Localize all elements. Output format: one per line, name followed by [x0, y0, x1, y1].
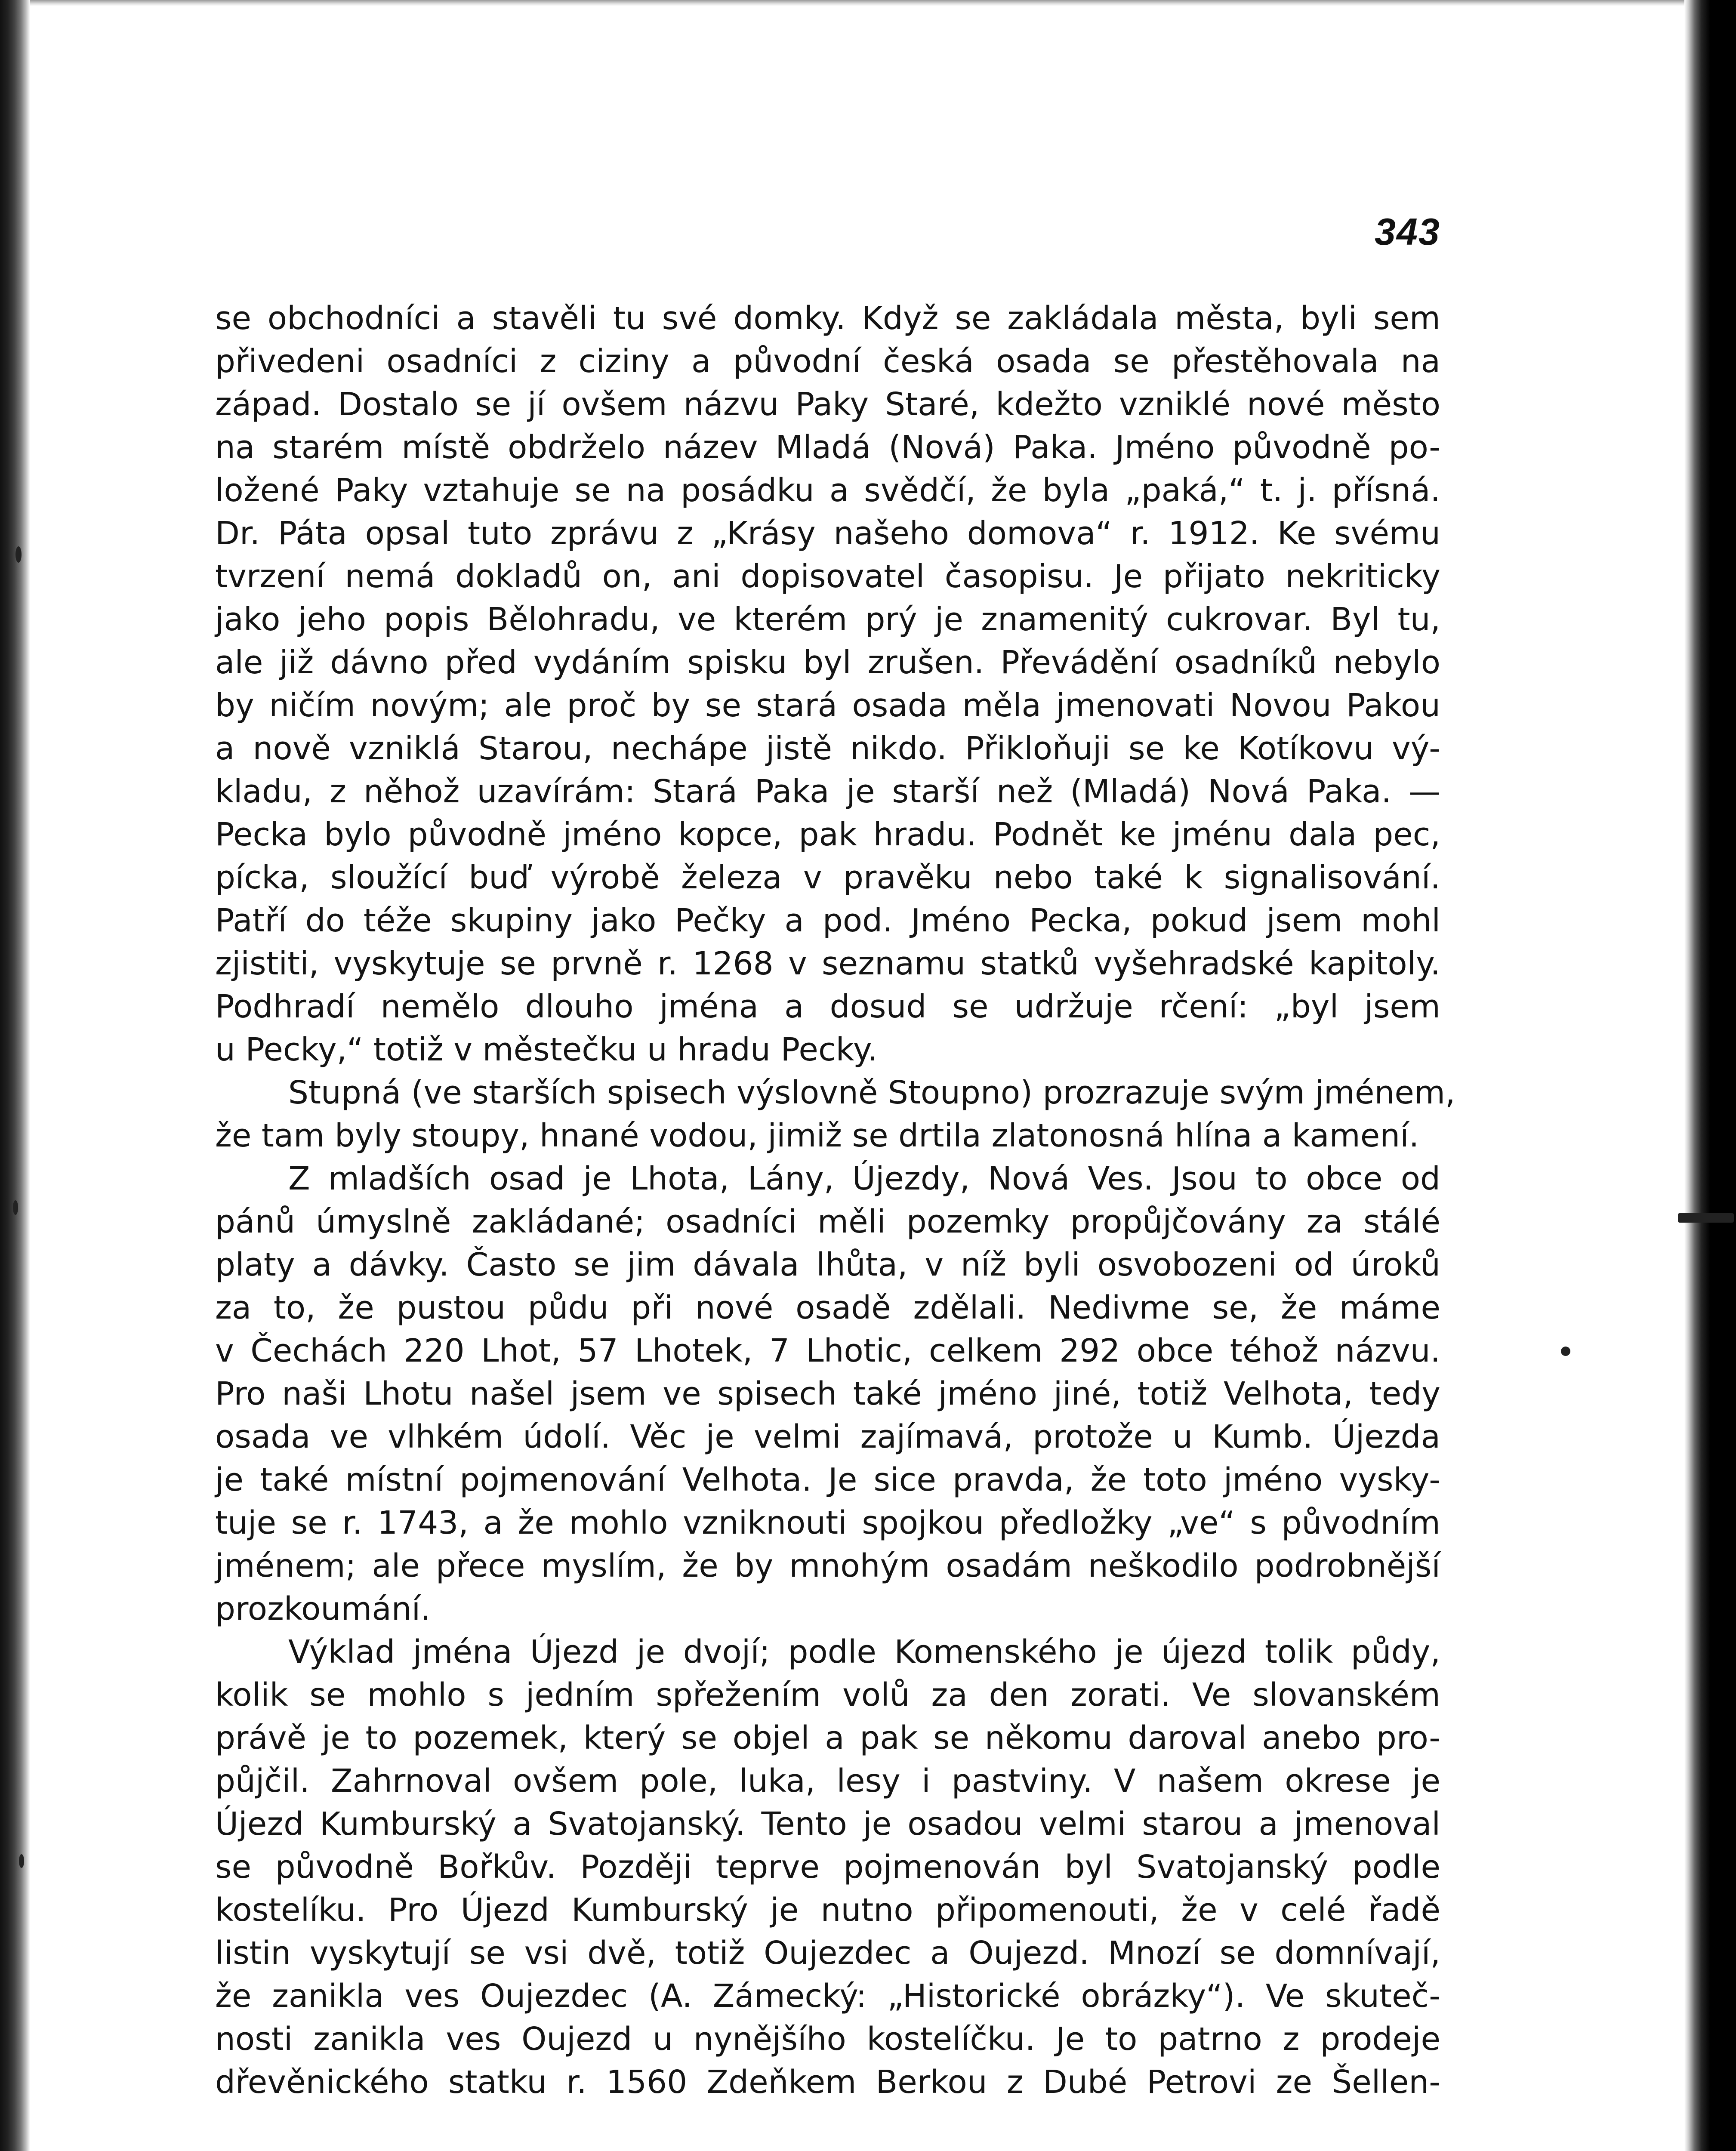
text-line: Pecka bylo původně jméno kopce, pak hradu. Podnět ke jménu dala pec,	[215, 816, 1440, 853]
text-line: platy a dávky. Často se jim dávala lhůta, v níž byli osvobozeni od úroků	[215, 1246, 1440, 1283]
page-number: 343	[1375, 210, 1440, 253]
text-line: Pro naši Lhotu našel jsem ve spisech také jméno jiné, totiž Velhota, tedy	[215, 1375, 1440, 1412]
text-line: tuje se r. 1743, a že mohlo vzniknouti spojkou předložky „ve“ s původním	[215, 1504, 1440, 1541]
text-line: listin vyskytují se vsi dvě, totiž Oujezdec a Oujezd. Mnozí se domnívají,	[215, 1935, 1440, 1972]
text-line: právě je to pozemek, který se objel a pak se někomu daroval anebo pro-	[215, 1720, 1440, 1757]
scan-edge-top	[0, 0, 1736, 6]
text-line: by ničím novým; ale proč by se stará osada měla jmenovati Novou Pakou	[215, 687, 1440, 724]
text-line: kostelíku. Pro Újezd Kumburský je nutno připomenouti, že v celé řadě	[215, 1892, 1440, 1929]
text-line: přivedeni osadníci z ciziny a původní česká osada se přestěhovala na	[215, 343, 1440, 380]
scan-edge-right	[1684, 0, 1736, 2151]
scan-speck	[13, 1200, 18, 1215]
scan-speck	[1561, 1347, 1570, 1356]
text-line: jako jeho popis Bělohradu, ve kterém prý je znamenitý cukrovar. Byl tu,	[215, 601, 1440, 638]
scan-speck	[19, 1854, 24, 1868]
text-line: západ. Dostalo se jí ovšem názvu Paky Staré, kdežto vzniklé nové město	[215, 386, 1440, 423]
text-line: půjčil. Zahrnoval ovšem pole, luka, lesy i pastviny. V našem okrese je	[215, 1763, 1440, 1800]
text-line: u Pecky,“ totiž v městečku u hradu Pecky.	[215, 1031, 878, 1068]
paragraph-start-line: Výklad jména Újezd je dvojí; podle Komenského je újezd tolik půdy,	[288, 1633, 1440, 1670]
text-line: ale již dávno před vydáním spisku byl zrušen. Převádění osadníků nebylo	[215, 644, 1440, 681]
text-line: za to, že pustou půdu při nové osadě zdělali. Nedivme se, že máme	[215, 1289, 1440, 1326]
text-line: na starém místě obdrželo název Mladá (Nová) Paka. Jméno původně po-	[215, 429, 1440, 466]
text-line: Újezd Kumburský a Svatojanský. Tento je osadou velmi starou a jmenoval	[215, 1806, 1440, 1843]
text-line: je také místní pojmenování Velhota. Je sice pravda, že toto jméno vysky-	[215, 1461, 1440, 1498]
text-line: pícka, sloužící buď výrobě železa v pravěku nebo také k signalisování.	[215, 859, 1440, 896]
text-line: prozkoumání.	[215, 1590, 431, 1627]
text-line: že tam byly stoupy, hnané vodou, jimiž se drtila zlatonosná hlína a kamení.	[215, 1117, 1419, 1154]
text-line: a nově vzniklá Starou, nechápe jistě nikdo. Přikloňuji se ke Kotíkovu vý-	[215, 730, 1440, 767]
text-line: osada ve vlhkém údolí. Věc je velmi zajímavá, protože u Kumb. Újezda	[215, 1418, 1440, 1455]
text-line: tvrzení nemá dokladů on, ani dopisovatel časopisu. Je přijato nekriticky	[215, 558, 1440, 595]
text-line: nosti zanikla ves Oujezd u nynějšího kostelíčku. Je to patrno z prodeje	[215, 2021, 1440, 2058]
scan-speck	[15, 546, 22, 563]
text-line: Dr. Páta opsal tuto zprávu z „Krásy našeho domova“ r. 1912. Ke svému	[215, 515, 1440, 552]
text-line: že zanikla ves Oujezdec (A. Zámecký: „Historické obrázky“). Ve skuteč-	[215, 1978, 1440, 2015]
text-line: se původně Bořkův. Později teprve pojmenován byl Svatojanský podle	[215, 1849, 1440, 1886]
text-line: Podhradí nemělo dlouho jména a dosud se udržuje rčení: „byl jsem	[215, 988, 1440, 1025]
scan-speck	[1678, 1213, 1734, 1223]
scan-edge-left	[0, 0, 30, 2151]
text-line: kolik se mohlo s jedním spřežením volů za den zorati. Ve slovanském	[215, 1676, 1440, 1713]
text-line: kladu, z něhož uzavírám: Stará Paka je starší než (Mladá) Nová Paka. —	[215, 773, 1440, 810]
paragraph-start-line: Stupná (ve starších spisech výslovně Stoupno) prozrazuje svým jménem,	[288, 1074, 1455, 1111]
text-line: ložené Paky vztahuje se na posádku a svědčí, že byla „paká,“ t. j. přísná.	[215, 472, 1440, 509]
text-line: dřevěnického statku r. 1560 Zdeňkem Berkou z Dubé Petrovi ze Šellen-	[215, 2064, 1440, 2101]
paragraph-start-line: Z mladších osad je Lhota, Lány, Újezdy, Nová Ves. Jsou to obce od	[288, 1160, 1440, 1197]
text-line: v Čechách 220 Lhot, 57 Lhotek, 7 Lhotic, celkem 292 obce téhož názvu.	[215, 1332, 1440, 1369]
body-text	[215, 297, 1455, 2104]
text-line: se obchodníci a stavěli tu své domky. Když se zakládala města, byli sem	[215, 300, 1440, 337]
text-line: pánů úmyslně zakládané; osadníci měli pozemky propůjčovány za stálé	[215, 1203, 1440, 1240]
text-line: Patří do téže skupiny jako Pečky a pod. Jméno Pecka, pokud jsem mohl	[215, 902, 1440, 939]
text-line: zjistiti, vyskytuje se prvně r. 1268 v seznamu statků vyšehradské kapitoly.	[215, 945, 1440, 982]
text-line: jménem; ale přece myslím, že by mnohým osadám neškodilo podrobnější	[215, 1547, 1440, 1584]
